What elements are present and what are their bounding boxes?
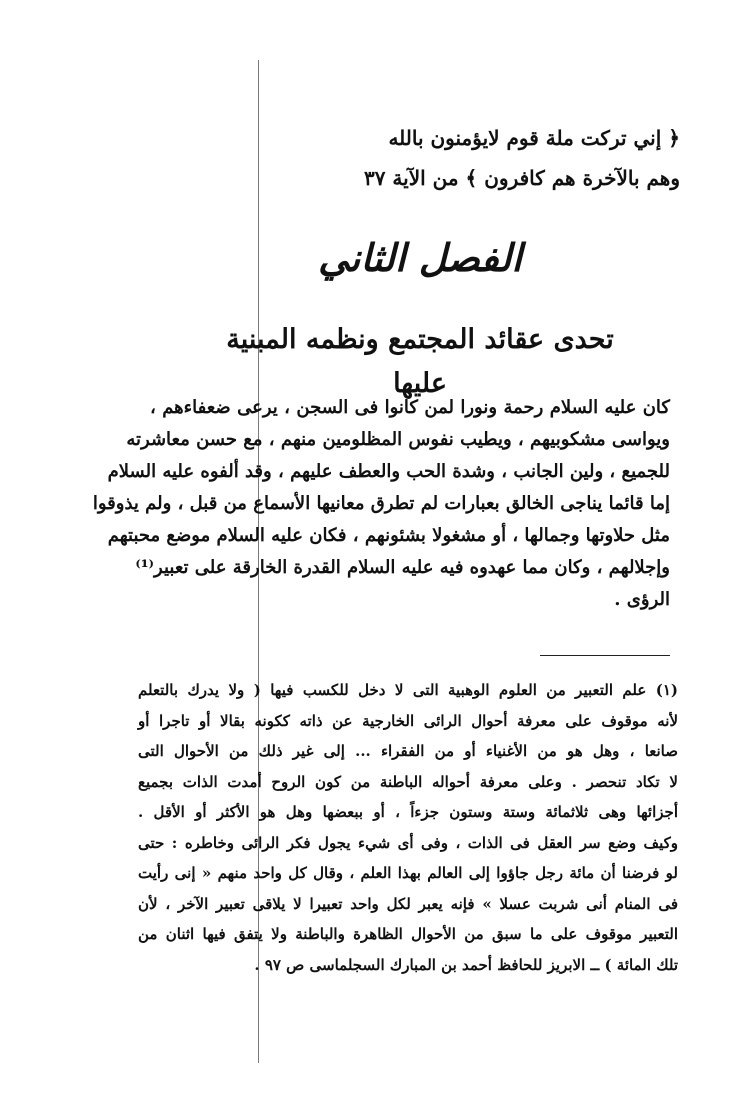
body-paragraph <box>92 392 670 616</box>
footnote-line: لو فرضنا أن مائة رجل جاؤوا إلى العالم بهذا العلم ، وقال كل واحد منهم « إنى رأيت <box>138 864 678 882</box>
verse-line: وهم بالآخرة هم كافرون ﴾ من الآية ٣٧ <box>363 166 680 190</box>
footnote-line: صانعا ، وهل هو من الأغنياء أو من الفقراء ... إلى غير ذلك من الأحوال التى <box>138 742 678 760</box>
footnote <box>138 675 678 980</box>
quran-verse <box>320 118 680 198</box>
footnote-line: أجزائها وهى ثلاثمائة وستة وستون جزءاً ، أو ببعضها وهل هو الأكثر أو الأقل . <box>138 803 678 821</box>
body-line: ويواسى مشكوبيهم ، ويطيب نفوس المظلومين منهم ، مع حسن معاشرته <box>126 429 670 450</box>
footnote-line: فى المنام أنى شربت عسلا » فإنه يعبر لكل واحد تعبيرا لا يلاقى تعبير الآخر ، لأن <box>138 894 678 913</box>
body-line: للجميع ، ولين الجانب ، وشدة الحب والعطف عليهم ، وقد ألفوه عليه السلام <box>107 461 670 482</box>
footnote-line: وكيف وضع سر العقل فى الذات ، وفى أى شيء يجول فكر الرائى وخاطره : حتى <box>138 833 678 852</box>
chapter-title: الفصل الثاني <box>318 235 522 280</box>
body-line: الرؤى . <box>614 589 670 610</box>
footnote-line: تلك المائة ) ــ الابريز للحافظ أحمد بن المبارك السجلماسى ص ٩٧ . <box>254 955 678 974</box>
body-line: كان عليه السلام رحمة ونورا لمن كانوا فى السجن ، يرعى ضعفاءهم ، <box>150 397 670 418</box>
body-line: وإجلالهم ، وكان مما عهدوه فيه عليه السلام القدرة الخارقة على تعبير⁽¹⁾ <box>135 557 670 578</box>
footnote-line: لا تكاد تنحصر . وعلى معرفة أحواله الباطنة من كون الروح أمدت الذات بجميع <box>138 772 678 791</box>
footnote-line: لأنه موقوف على معرفة أحوال الرائى الخارجية عن ذاته ككونه بقالا أو تاجرا أو <box>138 711 678 730</box>
verse-line: ﴿ إني تركت ملة قوم لايؤمنون بالله <box>388 126 680 150</box>
body-line: إما قائما يناجى الخالق بعبارات لم تطرق معانيها الأسماع من قبل ، ولم يذوقوا <box>92 493 670 514</box>
footnote-divider <box>540 655 670 656</box>
footnote-line: (١) علم التعبير من العلوم الوهبية التى لا دخل للكسب فيها ( ولا يدرك بالتعلم <box>138 681 678 699</box>
body-line: مثل حلاوتها وجمالها ، أو مشغولا بشئونهم ، فكان عليه السلام موضع محبتهم <box>107 525 670 546</box>
footnote-line: التعبير موقوف على ما سبق من الأحوال الظاهرة والباطنة ولا يتفق فيها اثنان من <box>138 925 678 943</box>
chapter-subtitle: تحدى عقائد المجتمع ونظمه المبنية عليها <box>226 324 614 399</box>
